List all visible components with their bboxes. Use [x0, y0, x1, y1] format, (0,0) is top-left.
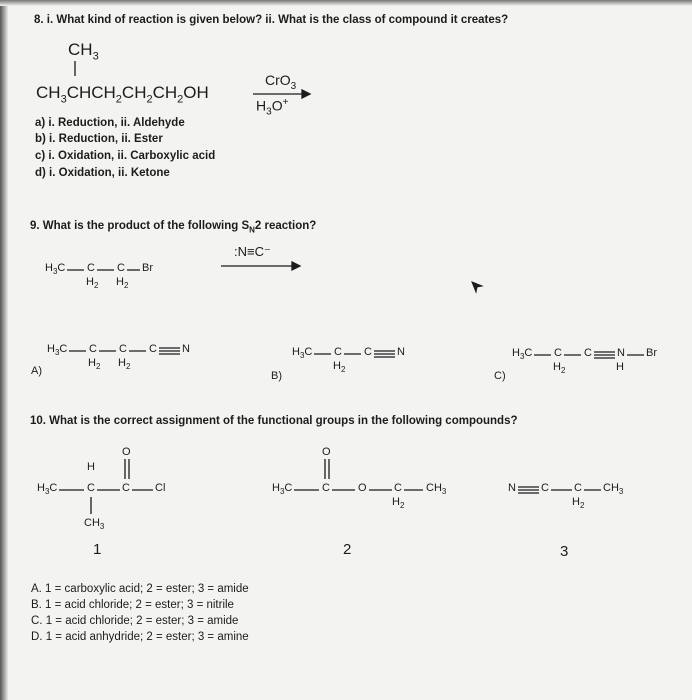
- q8-question: 8. i. What kind of reaction is given below? ii. What is the class of compound it creates?: [34, 14, 509, 26]
- worksheet-page: 8. i. What kind of reaction is given below? ii. What is the class of compound it creates? $CH_3$ $CH_3CHCH_2CH_2CH_2OH$ CrO$_3$ $H_3O^+$ a) i. Reduction, ii. Aldehyde b) i. Reduction, ii. Ester c) i. Oxidation, ii. Carboxylic acid d) i. Oxidation, ii. Ketone 9. What is the product of the following $S_N2$ reaction? :N≡C⁻ $H_3C$ C C Br $H_2$ $H_2$ $H_3C$ C C C N $H_2$ $H_2$ A) $H_3C$ C C N $H_2$ B) $H_3C$ C C N Br $H_2$ H C) 10. What is the correct assignment of the functional groups in the following compounds? O H $H_3C$ C C Cl $CH_3$ 1 O $H_3C$ C O C $CH_3$ $H_2$ 2 N C C $CH_3$ $H_2$ 3 A. 1 = carboxylic acid; 2 = ester; 3 = amide B. 1 = acid chloride; 2 = ester; 3 = nitrile C. 1 = acid chloride; 2 = ester; 3 = amide D. 1 = acid anhydride; 2 = ester; 3 = amine: [0, 0, 692, 700]
- q8-option-c[interactable]: c) i. Oxidation, ii. Carboxylic acid: [35, 150, 216, 162]
- q9-nucleophile: :N≡C⁻: [234, 244, 271, 259]
- page-shadow-top: [0, 0, 692, 6]
- q8-methyl-bond: [70, 60, 80, 80]
- q9-question: 9. What is the product of the following $S_N2$ reaction?: [30, 220, 317, 235]
- q10-answer-b[interactable]: B. 1 = acid chloride; 2 = ester; 3 = nitrile: [31, 599, 234, 611]
- q10-answer-c[interactable]: C. 1 = acid chloride; 2 = ester; 3 = amide: [31, 615, 239, 627]
- q8-methyl-substituent: $CH_3$: [68, 40, 99, 63]
- q9-choice-b-letter[interactable]: B): [271, 370, 282, 382]
- q8-reactant: $CH_3CHCH_2CH_2CH_2OH$: [36, 83, 209, 106]
- q8-reagent-acid: $H_3O^+$: [256, 97, 289, 118]
- q9-choice-a-letter[interactable]: A): [31, 365, 42, 377]
- q9-choice-c-letter[interactable]: C): [494, 370, 506, 382]
- q10-label-2: 2: [343, 541, 352, 558]
- q8-reagent-oxidant: CrO$_3$: [265, 72, 297, 92]
- q10-answer-d[interactable]: D. 1 = acid anhydride; 2 = ester; 3 = amine: [31, 631, 249, 643]
- q8-option-b[interactable]: b) i. Reduction, ii. Ester: [35, 133, 163, 145]
- page-shadow-left: [0, 0, 8, 700]
- q9-reaction-arrow: [220, 260, 304, 272]
- q10-label-3: 3: [560, 543, 569, 560]
- mouse-cursor-icon: [470, 280, 484, 294]
- q8-option-a[interactable]: a) i. Reduction, ii. Aldehyde: [35, 117, 185, 129]
- q10-question: 10. What is the correct assignment of the functional groups in the following compounds?: [30, 415, 518, 427]
- q8-option-d[interactable]: d) i. Oxidation, ii. Ketone: [35, 167, 170, 179]
- q10-label-1: 1: [93, 541, 102, 558]
- q10-answer-a[interactable]: A. 1 = carboxylic acid; 2 = ester; 3 = amide: [31, 583, 249, 595]
